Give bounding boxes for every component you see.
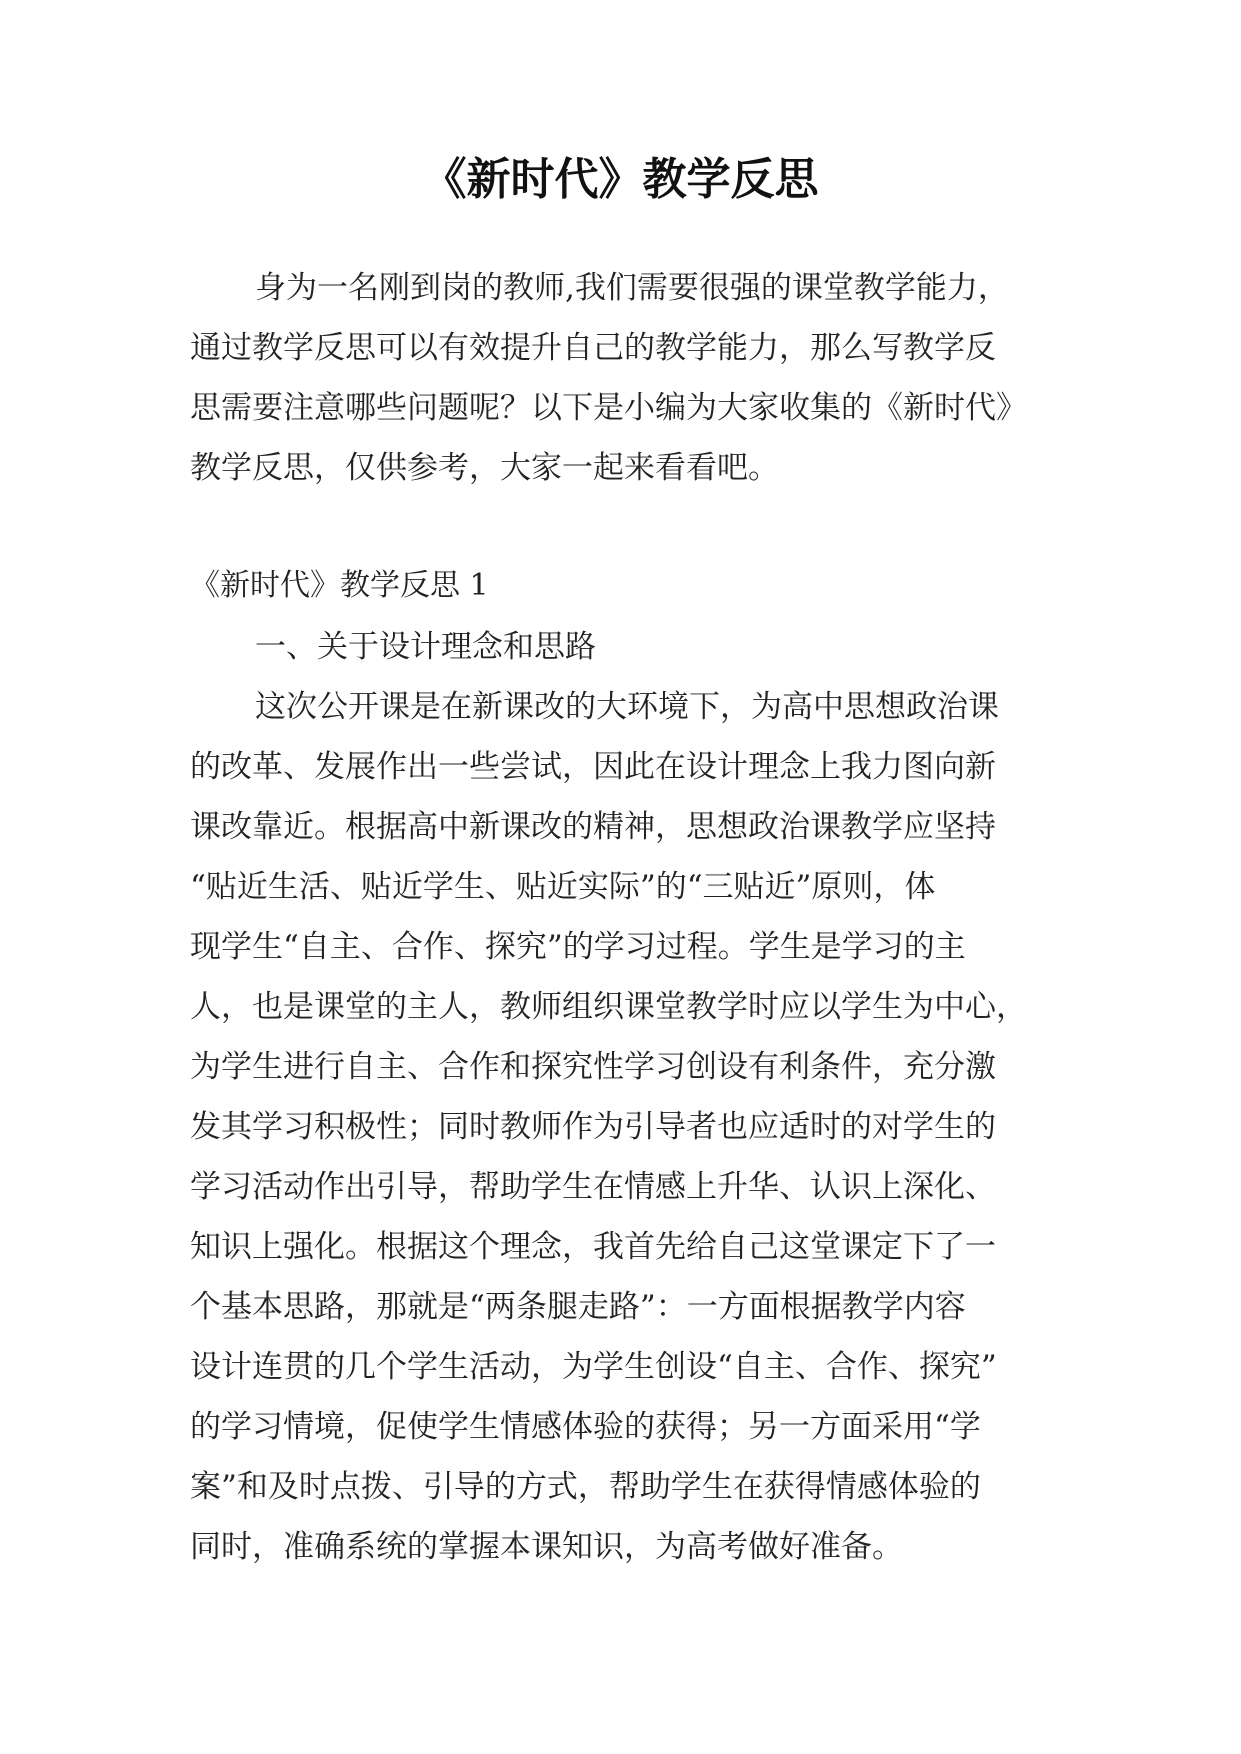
body-line: “贴近生活、贴近学生、贴近实际”的“三贴近”原则，体 bbox=[190, 869, 936, 905]
intro-line: 教学反思，仅供参考，大家一起来看看吧。 bbox=[190, 450, 779, 486]
section-heading: 《新时代》教学反思 1 bbox=[190, 568, 489, 603]
body-line: 的改革、发展作出一些尝试，因此在设计理念上我力图向新 bbox=[190, 749, 996, 785]
body-line: 现学生“自主、合作、探究”的学习过程。学生是学习的主 bbox=[190, 929, 966, 965]
subheading: 一、关于设计理念和思路 bbox=[255, 629, 596, 665]
body-line: 课改靠近。根据高中新课改的精神，思想政治课教学应坚持 bbox=[190, 809, 996, 845]
intro-line: 思需要注意哪些问题呢？以下是小编为大家收集的《新时代》 bbox=[190, 390, 1027, 426]
body-line: 知识上强化。根据这个理念，我首先给自己这堂课定下了一 bbox=[190, 1229, 996, 1265]
body-line: 个基本思路，那就是“两条腿走路”：一方面根据教学内容 bbox=[190, 1289, 966, 1325]
body-line: 发其学习积极性；同时教师作为引导者也应适时的对学生的 bbox=[190, 1109, 996, 1145]
body-line: 这次公开课是在新课改的大环境下，为高中思想政治课 bbox=[255, 689, 999, 725]
intro-line: 身为一名刚到岗的教师,我们需要很强的课堂教学能力， bbox=[255, 270, 1009, 306]
body-line: 学习活动作出引导，帮助学生在情感上升华、认识上深化、 bbox=[190, 1169, 996, 1205]
intro-line: 通过教学反思可以有效提升自己的教学能力，那么写教学反 bbox=[190, 330, 996, 366]
body-line: 设计连贯的几个学生活动，为学生创设“自主、合作、探究” bbox=[190, 1349, 997, 1385]
body-line: 案”和及时点拨、引导的方式，帮助学生在获得情感体验的 bbox=[190, 1469, 981, 1505]
body-line: 同时，准确系统的掌握本课知识，为高考做好准备。 bbox=[190, 1529, 903, 1565]
body-line: 人，也是课堂的主人，教师组织课堂教学时应以学生为中心， bbox=[190, 989, 1027, 1025]
body-line: 的学习情境，促使学生情感体验的获得；另一方面采用“学 bbox=[190, 1409, 981, 1445]
document-title: 《新时代》教学反思 bbox=[422, 154, 819, 205]
body-line: 为学生进行自主、合作和探究性学习创设有利条件，充分激 bbox=[190, 1049, 996, 1085]
